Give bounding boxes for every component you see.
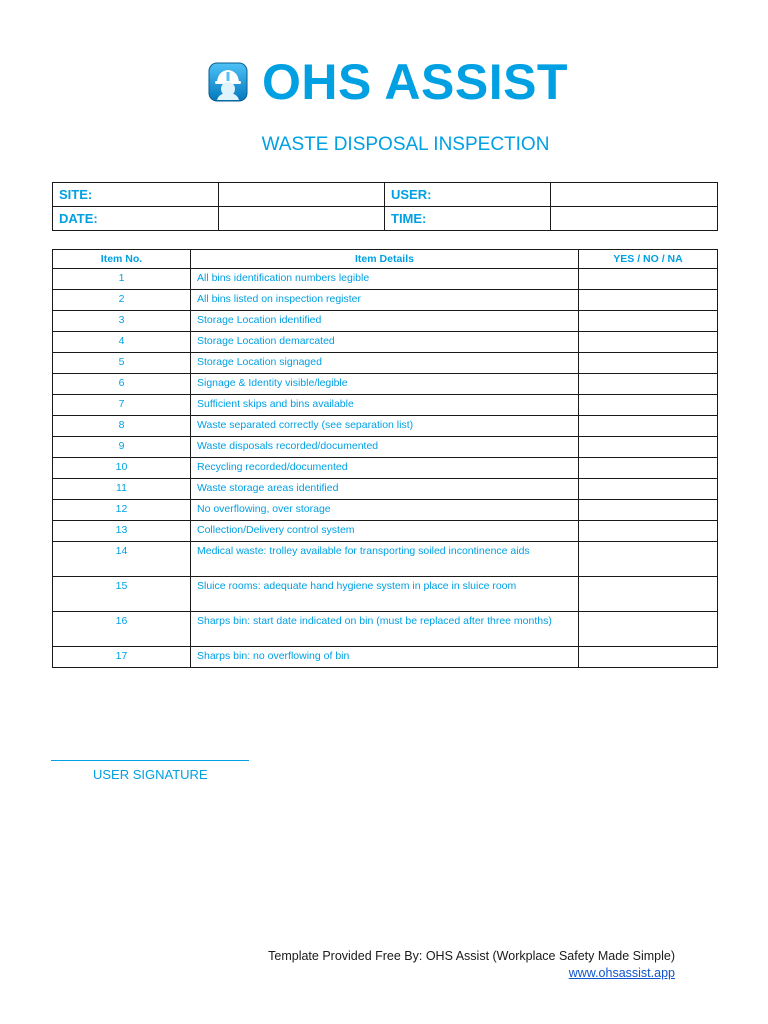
answer-cell[interactable] (579, 311, 718, 332)
table-row (53, 521, 718, 542)
item-number-cell: 10 (53, 458, 191, 479)
answer-cell[interactable] (579, 542, 718, 577)
column-header-answer: YES / NO / NA (579, 250, 718, 269)
item-details-cell: Sluice rooms: adequate hand hygiene system in place in sluice room (191, 577, 579, 612)
table-row (53, 437, 718, 458)
table-row (53, 577, 718, 612)
table-row (53, 269, 718, 290)
footer-link[interactable]: www.ohsassist.app (568, 966, 675, 980)
item-details-cell: Sharps bin: start date indicated on bin (must be replaced after three months) (191, 612, 579, 647)
item-number-cell: 1 (53, 269, 191, 290)
item-details-cell: All bins identification numbers legible (191, 269, 579, 290)
answer-cell[interactable] (579, 458, 718, 479)
item-details-cell: No overflowing, over storage (191, 500, 579, 521)
answer-cell[interactable] (579, 332, 718, 353)
item-details-cell: Collection/Delivery control system (191, 521, 579, 542)
answer-cell[interactable] (579, 269, 718, 290)
item-number-cell: 12 (53, 500, 191, 521)
table-row (53, 374, 718, 395)
table-row (53, 647, 718, 668)
answer-cell[interactable] (579, 395, 718, 416)
table-row (53, 500, 718, 521)
table-row (53, 395, 718, 416)
table-row (53, 416, 718, 437)
item-number-cell: 17 (53, 647, 191, 668)
table-row (53, 332, 718, 353)
brand-name: OHS ASSIST (262, 54, 568, 110)
checklist-table (52, 249, 718, 668)
item-number-cell: 4 (53, 332, 191, 353)
signature-line[interactable] (51, 760, 249, 761)
answer-cell[interactable] (579, 479, 718, 500)
site-field[interactable] (219, 183, 385, 207)
site-label: SITE: (53, 183, 219, 207)
answer-cell[interactable] (579, 500, 718, 521)
table-row (53, 290, 718, 311)
answer-cell[interactable] (579, 374, 718, 395)
item-number-cell: 3 (53, 311, 191, 332)
item-number-cell: 14 (53, 542, 191, 577)
date-label: DATE: (53, 207, 219, 231)
answer-cell[interactable] (579, 290, 718, 311)
item-number-cell: 13 (53, 521, 191, 542)
user-label: USER: (385, 183, 551, 207)
item-details-cell: Medical waste: trolley available for transporting soiled incontinence aids (191, 542, 579, 577)
answer-cell[interactable] (579, 577, 718, 612)
answer-cell[interactable] (579, 521, 718, 542)
answer-cell[interactable] (579, 437, 718, 458)
user-field[interactable] (551, 183, 718, 207)
item-number-cell: 9 (53, 437, 191, 458)
page-title: WASTE DISPOSAL INSPECTION (261, 134, 550, 155)
item-number-cell: 15 (53, 577, 191, 612)
time-field[interactable] (551, 207, 718, 231)
item-number-cell: 2 (53, 290, 191, 311)
item-details-cell: Storage Location identified (191, 311, 579, 332)
item-number-cell: 7 (53, 395, 191, 416)
column-header-item-no: Item No. (53, 250, 191, 269)
item-number-cell: 6 (53, 374, 191, 395)
date-field[interactable] (219, 207, 385, 231)
item-details-cell: Storage Location signaged (191, 353, 579, 374)
item-details-cell: Sharps bin: no overflowing of bin (191, 647, 579, 668)
worker-helmet-icon (208, 62, 248, 102)
time-label: TIME: (385, 207, 551, 231)
item-number-cell: 11 (53, 479, 191, 500)
table-row (53, 479, 718, 500)
item-details-cell: Waste disposals recorded/documented (191, 437, 579, 458)
item-details-cell: Recycling recorded/documented (191, 458, 579, 479)
item-details-cell: Sufficient skips and bins available (191, 395, 579, 416)
item-details-cell: All bins listed on inspection register (191, 290, 579, 311)
answer-cell[interactable] (579, 647, 718, 668)
item-details-cell: Waste storage areas identified (191, 479, 579, 500)
item-number-cell: 8 (53, 416, 191, 437)
answer-cell[interactable] (579, 416, 718, 437)
table-row (53, 353, 718, 374)
item-details-cell: Waste separated correctly (see separation list) (191, 416, 579, 437)
footer-text: Template Provided Free By: OHS Assist (Workplace Safety Made Simple) (268, 949, 675, 963)
item-number-cell: 16 (53, 612, 191, 647)
table-row (53, 311, 718, 332)
answer-cell[interactable] (579, 612, 718, 647)
item-number-cell: 5 (53, 353, 191, 374)
inspection-info-table (52, 182, 718, 231)
column-header-item-details: Item Details (191, 250, 579, 269)
footer (268, 948, 675, 982)
table-row (53, 542, 718, 577)
item-details-cell: Signage & Identity visible/legible (191, 374, 579, 395)
brand-header (208, 54, 568, 110)
signature-label: USER SIGNATURE (93, 767, 208, 782)
item-details-cell: Storage Location demarcated (191, 332, 579, 353)
answer-cell[interactable] (579, 353, 718, 374)
table-row (53, 458, 718, 479)
table-row (53, 612, 718, 647)
